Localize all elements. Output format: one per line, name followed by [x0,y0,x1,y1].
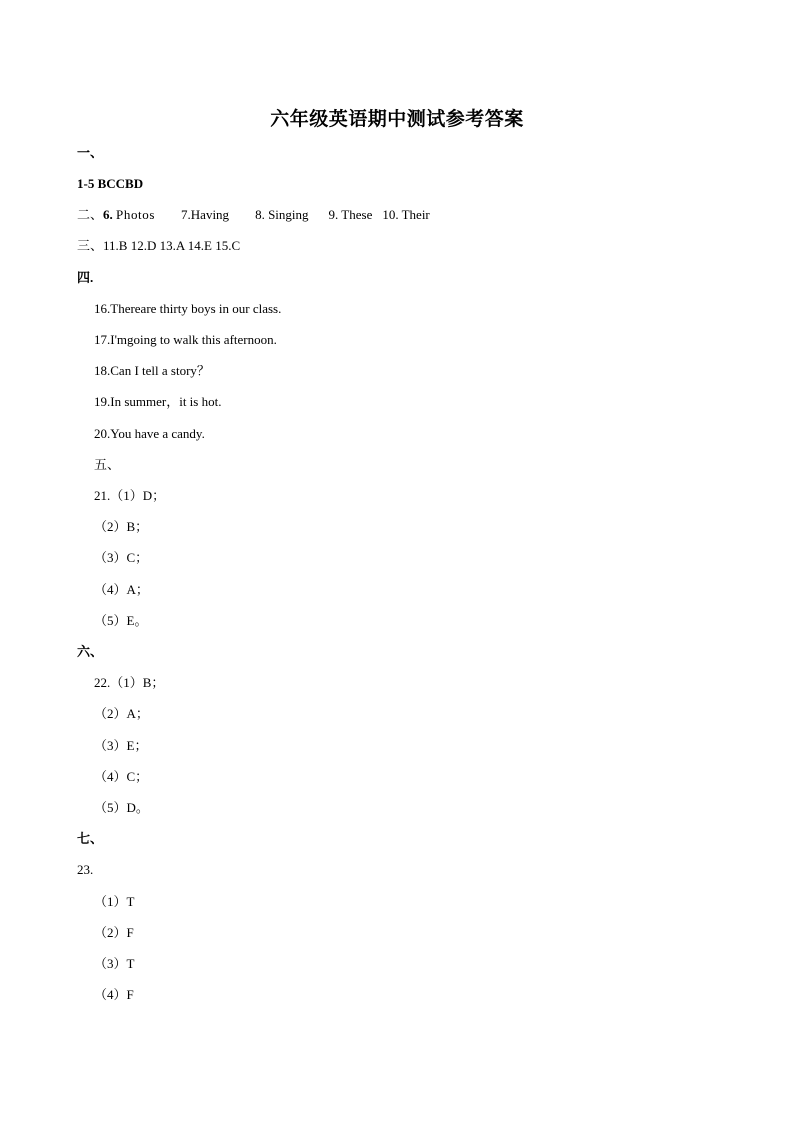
section-5-heading: 五、 [94,457,121,472]
section-3-heading: 三、 [77,238,104,253]
answer-22-4: （4）C； [94,769,149,784]
sentence-16: 16.Thereare thirty boys in our class. [94,301,282,316]
answer-6-number: 6. [103,207,113,222]
page-title: 六年级英语期中测试参考答案 [270,109,524,130]
answer-22-3: （3）E； [94,738,148,753]
question-23-number: 23. [77,862,94,877]
answer-7: 7.Having [181,207,230,222]
answer-8: 8. Singing [255,207,309,222]
section-1-heading: 一、 [77,145,104,160]
answer-21-4: （4）A； [94,582,149,597]
section-3-answer: 11.B 12.D 13.A 14.E 15.C [103,238,241,253]
answer-6: Photos [116,207,156,222]
answer-22-5: （5）D。 [94,800,149,815]
section-1-answer: 1-5 BCCBD [77,176,144,191]
answer-21-2: （2）B； [94,519,149,534]
answer-10: 10. Their [382,207,430,222]
answer-21-1: 21.（1）D； [94,488,166,503]
section-3-line [77,238,240,254]
answer-21-3: （3）C； [94,550,149,565]
section-2-line [77,207,430,223]
sentence-20: 20.You have a candy. [94,426,205,441]
sentence-19: 19.In summer，it is hot. [94,394,222,409]
section-2-heading: 二、 [77,207,104,222]
section-4-heading: 四. [77,270,94,285]
answer-23-3: （3）T [94,956,135,971]
answer-9: 9. These [328,207,373,222]
answer-23-2: （2）F [94,925,134,940]
section-7-heading: 七、 [77,831,104,846]
answer-23-1: （1）T [94,894,135,909]
answer-22-2: （2）A； [94,706,149,721]
section-6-heading: 六、 [77,644,104,659]
answer-22-1: 22.（1）B； [94,675,165,690]
answer-23-4: （4）F [94,987,134,1002]
sentence-18: 18.Can I tell a story？ [94,363,210,378]
answer-21-5: （5）E。 [94,613,148,628]
sentence-17: 17.I'mgoing to walk this afternoon. [94,332,277,347]
